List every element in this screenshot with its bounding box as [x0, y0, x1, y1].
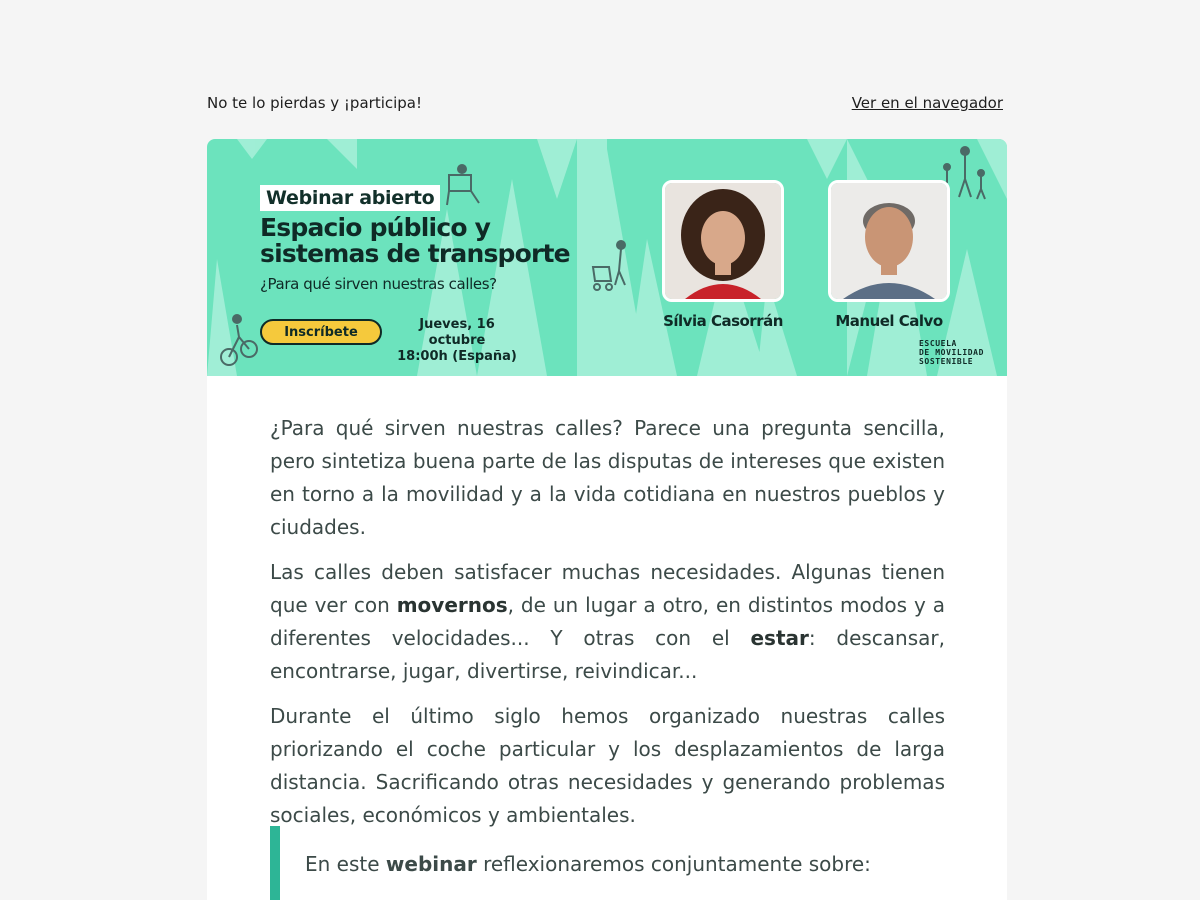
speaker-name: Sílvia Casorrán — [663, 312, 783, 330]
school-logo: ESCUELA DE MOVILIDAD SOSTENIBLE — [919, 339, 984, 366]
banner-title — [260, 215, 580, 267]
event-datetime — [397, 317, 517, 365]
webinar-banner[interactable] — [207, 139, 1007, 376]
email-body — [270, 412, 945, 844]
register-button[interactable]: Inscríbete — [260, 319, 382, 345]
preheader — [207, 92, 1003, 114]
paragraph-2: Las calles deben satisfacer muchas necesidades. Algunas tienen que ver con movernos, de un lugar a otro, en distintos modos y a diferentes velocidades... Y otras con el estar: descansar, encontrarse, jugar, divertirse, reivindicar... — [270, 560, 945, 683]
speaker-card — [660, 180, 786, 330]
event-time: 18:00h (España) — [397, 349, 517, 364]
paragraph-1: ¿Para qué sirven nuestras calles? Parece una pregunta sencilla, pero sintetiza buena parte de las disputas de intereses que existen en torno a la movilidad y a la vida cotidiana en nuestros pueblos y ciudades. — [270, 416, 945, 539]
paragraph-3: Durante el último siglo hemos organizado nuestras calles priorizando el coche particular y los desplazamientos de larga distancia. Sacrificando otras necesidades y generando problemas sociales, económicos y ambientales. — [270, 704, 945, 827]
event-date: Jueves, 16 octubre — [419, 317, 495, 348]
speaker-name: Manuel Calvo — [835, 312, 943, 330]
webinar-tag: Webinar abierto — [260, 185, 440, 211]
preheader-tagline: No te lo pierdas y ¡participa! — [207, 94, 423, 112]
speaker-avatar-icon — [831, 183, 947, 299]
speaker-photo — [828, 180, 950, 302]
email-card — [207, 139, 1007, 900]
speaker-photo — [662, 180, 784, 302]
bench-person-icon — [447, 165, 479, 205]
speaker-card — [826, 180, 952, 330]
highlight-block: En este webinar reflexionaremos conjuntamente sobre: — [270, 826, 945, 900]
view-in-browser-link[interactable]: Ver en el navegador — [851, 94, 1003, 112]
banner-title-line2: sistemas de transporte — [260, 239, 570, 268]
banner-title-line1: Espacio público y — [260, 213, 491, 242]
banner-subtitle: ¿Para qué sirven nuestras calles? — [260, 275, 497, 293]
speaker-avatar-icon — [665, 183, 781, 299]
